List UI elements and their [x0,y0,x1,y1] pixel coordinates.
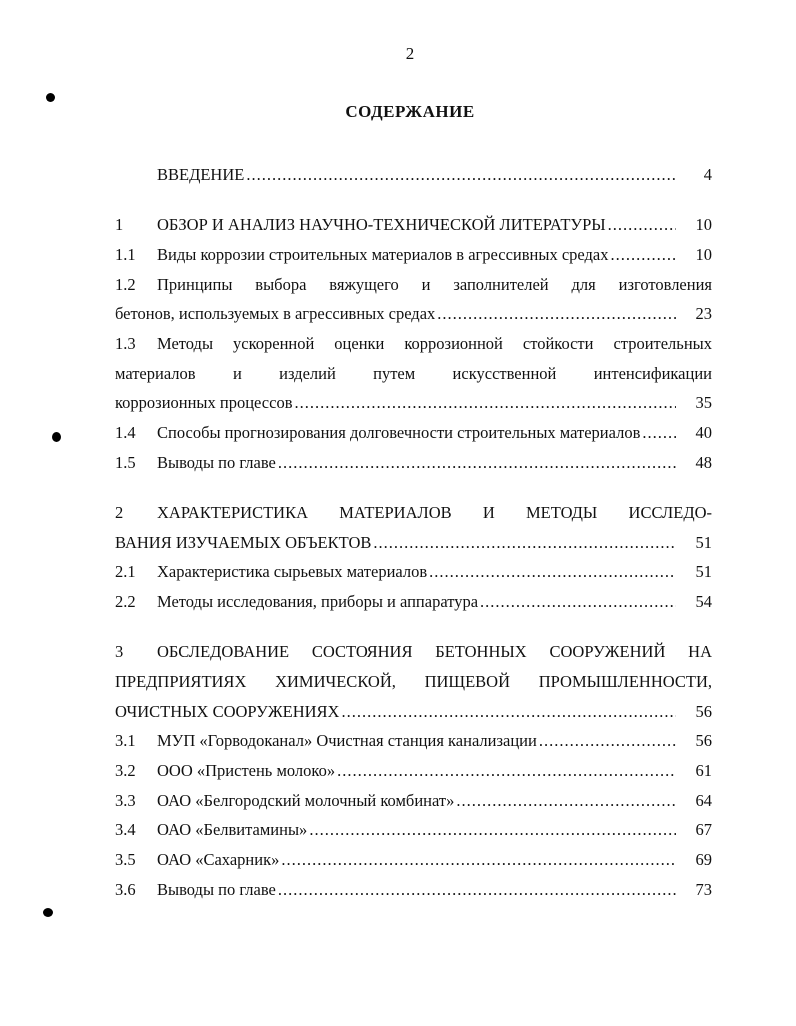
toc-entry-number: 2.1 [115,562,136,582]
dot-leader [456,786,676,816]
toc-entry-number: 3 [115,642,124,662]
page-number: 2 [405,44,415,63]
toc-entry-number: 1 [115,215,124,235]
toc-line [115,388,712,418]
toc-line [115,637,712,667]
toc-entry-number: 2 [115,502,124,522]
scan-blot [46,93,55,102]
toc-line [115,270,712,300]
toc-line [115,667,712,697]
toc-entry[interactable] [115,160,712,190]
toc-entry-text: Виды коррозии строительных материалов в агрессивных средах [157,244,609,264]
toc-entry-text: ОАО «Сахарник» [157,849,280,869]
toc-entry-number: 1.5 [115,452,136,472]
toc-entry-text: Характеристика сырьевых материалов [157,562,428,582]
toc-entry-page: 23 [695,304,712,324]
toc-entry[interactable] [115,270,712,329]
toc-line [115,240,712,270]
toc-entry[interactable] [115,418,712,448]
dot-leader [294,388,676,418]
toc-entry-page: 64 [695,790,712,810]
toc-entry-text: ООО «Пристень молоко» [157,760,336,780]
toc-entry[interactable] [115,875,712,905]
dot-leader [642,418,676,448]
dot-leader [278,875,676,905]
toc-line [115,726,712,756]
toc-entry[interactable] [115,448,712,478]
toc-line [115,756,712,786]
toc-entry-text: ХАРАКТЕРИСТИКА МАТЕРИАЛОВ И МЕТОДЫ ИССЛЕДО- [157,502,712,522]
toc-entry-page: 35 [695,393,712,413]
toc-entry-page: 10 [695,215,712,235]
toc-entry[interactable] [115,498,712,557]
toc-entry-text: Принципы выбора вяжущего и заполнителей для изготовления [157,274,712,294]
toc-entry-text: Методы ускоренной оценки коррозионной стойкости строительных [157,333,712,353]
toc-entry[interactable] [115,845,712,875]
dot-leader [373,528,676,558]
toc-entry-number: 3.5 [115,849,136,869]
table-of-contents [115,160,712,904]
toc-entry-number: 1.3 [115,333,136,353]
toc-entry-text: ВВЕДЕНИЕ [157,165,245,184]
toc-entry-page: 48 [695,452,712,472]
toc-entry-number [115,160,157,190]
toc-entry-page: 67 [695,820,712,840]
scan-blot [43,908,53,917]
dot-leader [278,448,676,478]
dot-leader [539,726,676,756]
toc-entry[interactable] [115,240,712,270]
toc-entry[interactable] [115,557,712,587]
toc-entry-page: 51 [695,532,712,552]
toc-entry-text: коррозионных процессов [115,393,293,413]
dot-leader [610,240,676,270]
dot-leader [337,756,676,786]
toc-entry[interactable] [115,815,712,845]
toc-entry-text: ОАО «Белгородский молочный комбинат» [157,790,455,810]
toc-entry-text: бетонов, используемых в агрессивных средах [115,304,436,324]
toc-entry-text: ОБЗОР И АНАЛИЗ НАУЧНО-ТЕХНИЧЕСКОЙ ЛИТЕРАТУРЫ [157,215,606,235]
dot-leader [480,587,676,617]
toc-entry-page: 4 [703,165,712,184]
toc-entry-page: 56 [695,731,712,751]
dot-leader [281,845,676,875]
toc-entry-number: 3.3 [115,790,136,810]
toc-entry-number: 1.4 [115,423,136,442]
dot-leader [429,557,676,587]
dot-leader [309,815,676,845]
toc-line [115,498,712,528]
toc-entry-page: 10 [695,244,712,264]
toc-entry[interactable] [115,587,712,617]
toc-entry[interactable] [115,726,712,756]
toc-entry[interactable] [115,329,712,418]
toc-entry-number: 3.2 [115,760,136,780]
toc-entry-text: ОБСЛЕДОВАНИЕ СОСТОЯНИЯ БЕТОННЫХ СООРУЖЕНИЙ НА [157,642,712,662]
toc-entry[interactable] [115,756,712,786]
toc-line [115,359,712,389]
toc-entry-number: 3.6 [115,879,136,899]
toc-entry-page: 73 [695,879,712,899]
toc-line [115,697,712,727]
dot-leader [341,697,676,727]
toc-line [115,528,712,558]
toc-entry[interactable] [115,637,712,726]
toc-entry-text: ОЧИСТНЫХ СООРУЖЕНИЯХ [115,701,340,721]
toc-entry-page: 69 [695,849,712,869]
toc-entry-page: 51 [695,562,712,582]
toc-entry-page: 56 [695,701,712,721]
toc-entry-text: ПРЕДПРИЯТИЯХ ХИМИЧЕСКОЙ, ПИЩЕВОЙ ПРОМЫШЛЕННОСТИ, [115,671,712,691]
toc-line [115,875,712,905]
dot-leader [246,160,676,190]
page-title: СОДЕРЖАНИЕ [345,102,475,121]
scan-blot [52,432,61,442]
toc-line [115,329,712,359]
toc-entry-number: 3.4 [115,820,136,840]
toc-entry-text: Выводы по главе [157,452,276,472]
toc-line [115,815,712,845]
toc-line [115,557,712,587]
toc-entry-text: ВАНИЯ ИЗУЧАЕМЫХ ОБЪЕКТОВ [115,532,372,552]
toc-entry-text: МУП «Горводоканал» Очистная станция канализации [157,731,537,751]
toc-entry-text: Выводы по главе [157,879,276,899]
toc-entry-number: 3.1 [115,731,136,751]
toc-line [115,418,712,448]
toc-line [115,845,712,875]
toc-line [115,210,712,240]
toc-entry-text: Методы исследования, приборы и аппаратура [157,591,479,611]
toc-entry[interactable] [115,210,712,240]
dot-leader [437,299,676,329]
toc-entry[interactable] [115,786,712,816]
toc-entry-number: 1.1 [115,244,136,264]
toc-entry-text: ОАО «Белвитамины» [157,820,308,840]
toc-line [115,448,712,478]
toc-entry-number: 1.2 [115,274,136,294]
toc-line [115,786,712,816]
toc-entry-page: 54 [695,591,712,611]
toc-entry-page: 61 [695,760,712,780]
toc-line [115,299,712,329]
toc-line [115,587,712,617]
toc-entry-number: 2.2 [115,591,136,611]
toc-entry-page: 40 [695,423,712,442]
toc-line [115,160,712,190]
dot-leader [608,210,676,240]
toc-entry-text: Способы прогнозирования долговечности строительных материалов [157,423,641,442]
toc-entry-text: материалов и изделий путем искусственной интенсификации [115,363,712,383]
